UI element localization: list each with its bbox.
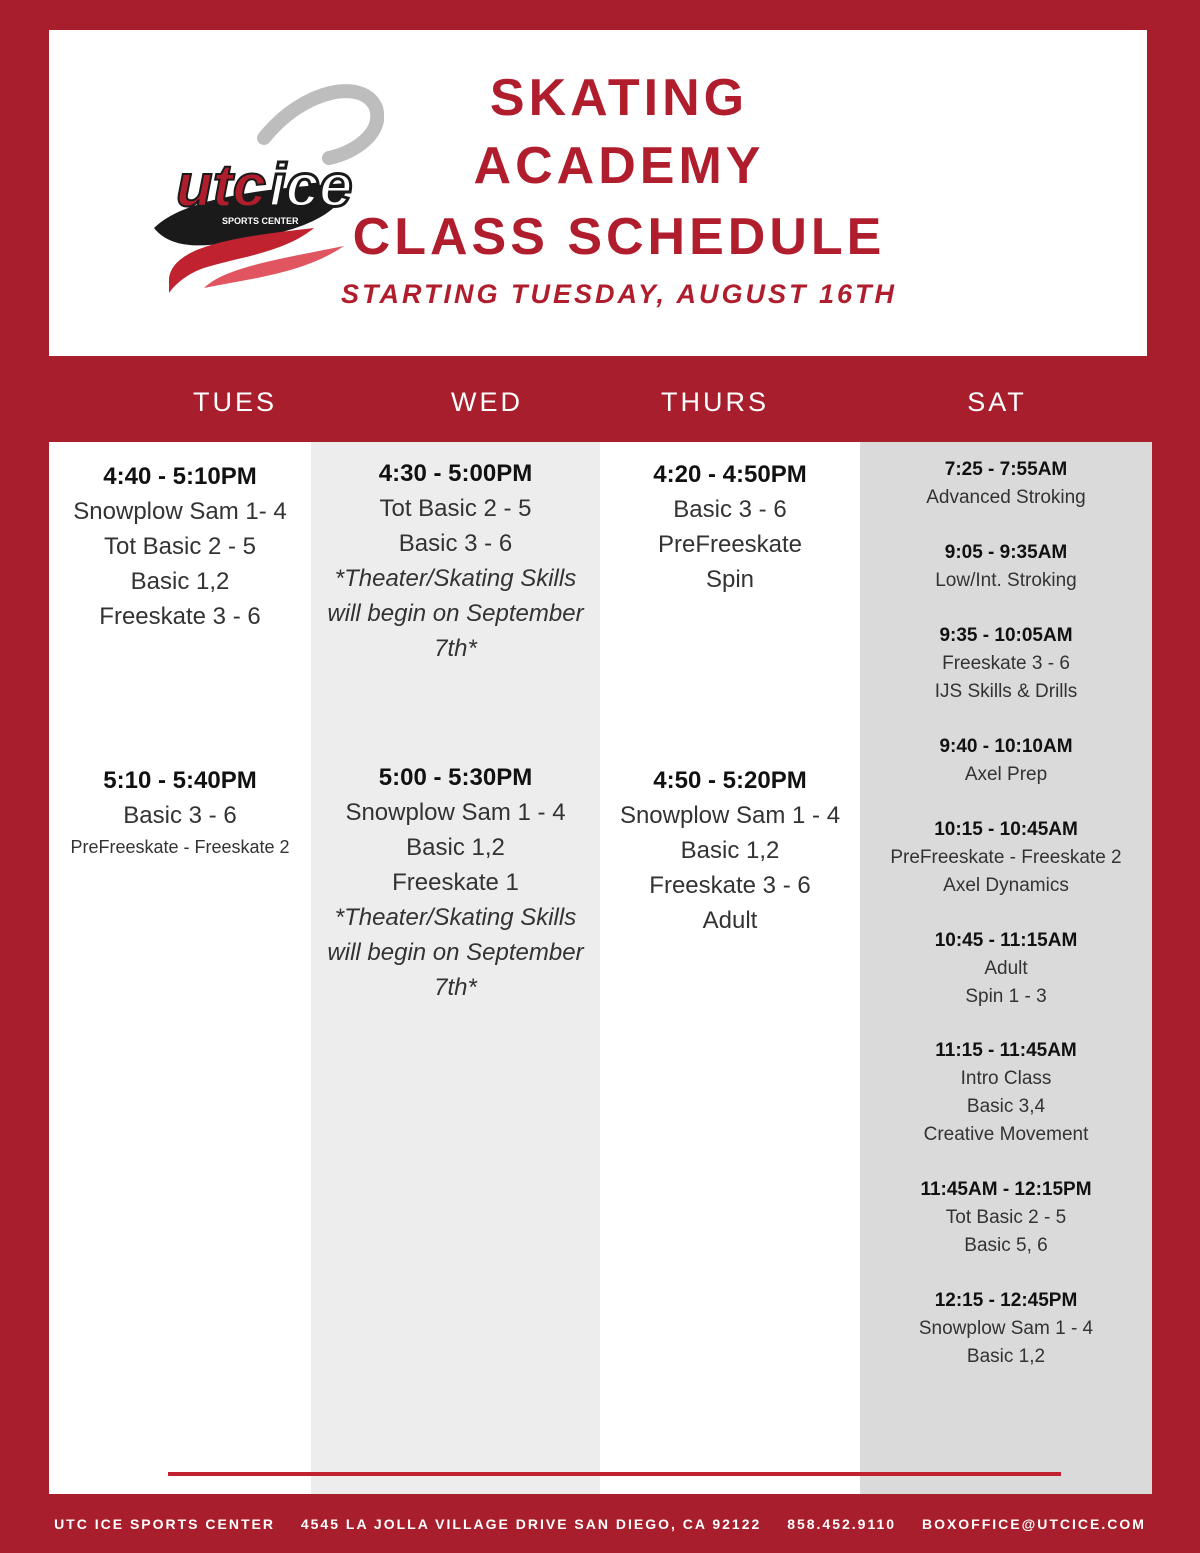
class-name: Basic 1,2 (680, 837, 780, 864)
class-time: 10:15 - 10:45AM (934, 819, 1078, 840)
class-time: 11:15 - 11:45AM (935, 1040, 1077, 1061)
footer-center-name: UTC ICE SPORTS CENTER (54, 1516, 275, 1532)
title-line-3: CLASS SCHEDULE (352, 208, 886, 266)
class-name: Low/Int. Stroking (935, 570, 1077, 591)
class-time: 4:30 - 5:00PM (378, 460, 533, 487)
class-name: PreFreeskate - Freeskate 2 (890, 847, 1122, 868)
class-name: Spin (705, 566, 755, 593)
class-name: Tot Basic 2 - 5 (945, 1207, 1067, 1228)
class-time: 9:05 - 9:35AM (944, 542, 1068, 563)
class-time: 5:00 - 5:30PM (378, 764, 533, 791)
column-tues (49, 442, 311, 1494)
logo-utc-text: utc (176, 152, 266, 219)
class-name: Basic 3 - 6 (398, 530, 513, 557)
class-name: Basic 1,2 (406, 834, 505, 861)
logo-ice-text: ice (269, 152, 353, 219)
class-time: 12:15 - 12:45PM (934, 1290, 1078, 1311)
class-block (600, 458, 860, 597)
class-name: Creative Movement (923, 1124, 1089, 1145)
class-block (860, 927, 1152, 1011)
class-name: Axel Prep (964, 764, 1048, 785)
footer-email[interactable]: BOXOFFICE@UTCICE.COM (921, 1516, 1146, 1532)
subtitle-start-date: STARTING TUESDAY, AUGUST 16TH (340, 279, 898, 309)
class-block (49, 764, 311, 861)
class-name: Basic 1,2 (130, 568, 230, 595)
class-name: Adult (702, 907, 758, 934)
class-name: Freeskate 1 (392, 869, 519, 896)
class-name: Basic 5, 6 (964, 1235, 1048, 1256)
header-panel (49, 30, 1147, 356)
column-wed (311, 442, 600, 1494)
day-header-wed: WED (451, 387, 523, 417)
day-header-thurs: THURS (661, 387, 769, 417)
class-block (860, 456, 1152, 512)
title-line-1: SKATING (489, 69, 749, 127)
day-header-tues: TUES (192, 387, 277, 417)
class-block (860, 1037, 1152, 1149)
class-name: Snowplow Sam 1- 4 (73, 498, 287, 525)
footer-divider (168, 1472, 1061, 1476)
class-name: Tot Basic 2 - 5 (379, 495, 532, 522)
class-note: 7th* (434, 974, 477, 1001)
day-header-sat: SAT (967, 387, 1027, 417)
class-name: Tot Basic 2 - 5 (103, 533, 257, 560)
class-note: 7th* (434, 635, 477, 662)
footer (0, 1512, 1200, 1536)
class-block (860, 733, 1152, 789)
class-time: 9:40 - 10:10AM (939, 736, 1073, 757)
class-block (860, 816, 1152, 900)
class-name: Basic 3 - 6 (123, 802, 237, 829)
class-time: 9:35 - 10:05AM (939, 625, 1073, 646)
class-block (600, 764, 860, 938)
class-time: 5:10 - 5:40PM (103, 767, 257, 794)
title-line-2: ACADEMY (473, 137, 765, 195)
class-name: Spin 1 - 3 (965, 986, 1047, 1007)
class-name: PreFreeskate - Freeskate 2 (70, 837, 290, 857)
class-block (49, 460, 311, 634)
class-name: Basic 3,4 (966, 1096, 1046, 1117)
class-name: Adult (984, 958, 1028, 979)
class-name: Advanced Stroking (926, 487, 1086, 508)
class-name: Snowplow Sam 1 - 4 (345, 799, 566, 826)
utc-ice-logo (114, 78, 384, 298)
class-block (860, 622, 1152, 706)
class-name: PreFreeskate (657, 531, 803, 558)
logo-subtext: SPORTS CENTER (222, 216, 299, 226)
class-name: Freeskate 3 - 6 (649, 872, 811, 899)
class-name: Basic 1,2 (966, 1346, 1046, 1367)
footer-address: 4545 LA JOLLA VILLAGE DRIVE SAN DIEGO, CA 92122 (300, 1516, 762, 1532)
class-time: 7:25 - 7:55AM (944, 459, 1068, 480)
class-note: will begin on September (327, 600, 584, 627)
class-name: Basic 3 - 6 (673, 496, 787, 523)
class-block (860, 539, 1152, 595)
class-block (860, 1287, 1152, 1371)
class-name: IJS Skills & Drills (934, 681, 1078, 702)
class-name: Intro Class (960, 1068, 1052, 1089)
class-name: Snowplow Sam 1 - 4 (619, 802, 841, 829)
class-block (311, 457, 600, 666)
class-time: 10:45 - 11:15AM (934, 930, 1078, 951)
class-time: 4:40 - 5:10PM (103, 463, 257, 490)
column-thurs (600, 442, 860, 1494)
class-time: 11:45AM - 12:15PM (920, 1179, 1092, 1200)
footer-phone[interactable]: 858.452.9110 (787, 1516, 897, 1532)
class-time: 4:20 - 4:50PM (653, 461, 807, 488)
class-name: Freeskate 3 - 6 (942, 653, 1070, 674)
class-note: *Theater/Skating Skills (334, 565, 577, 592)
class-note: *Theater/Skating Skills (334, 904, 577, 931)
column-sat (860, 442, 1152, 1494)
class-note: will begin on September (327, 939, 584, 966)
class-block (860, 1176, 1152, 1260)
class-name: Snowplow Sam 1 - 4 (918, 1318, 1094, 1339)
class-name: Freeskate 3 - 6 (99, 603, 261, 630)
class-block (311, 761, 600, 1005)
class-time: 4:50 - 5:20PM (653, 767, 807, 794)
class-name: Axel Dynamics (943, 875, 1069, 896)
